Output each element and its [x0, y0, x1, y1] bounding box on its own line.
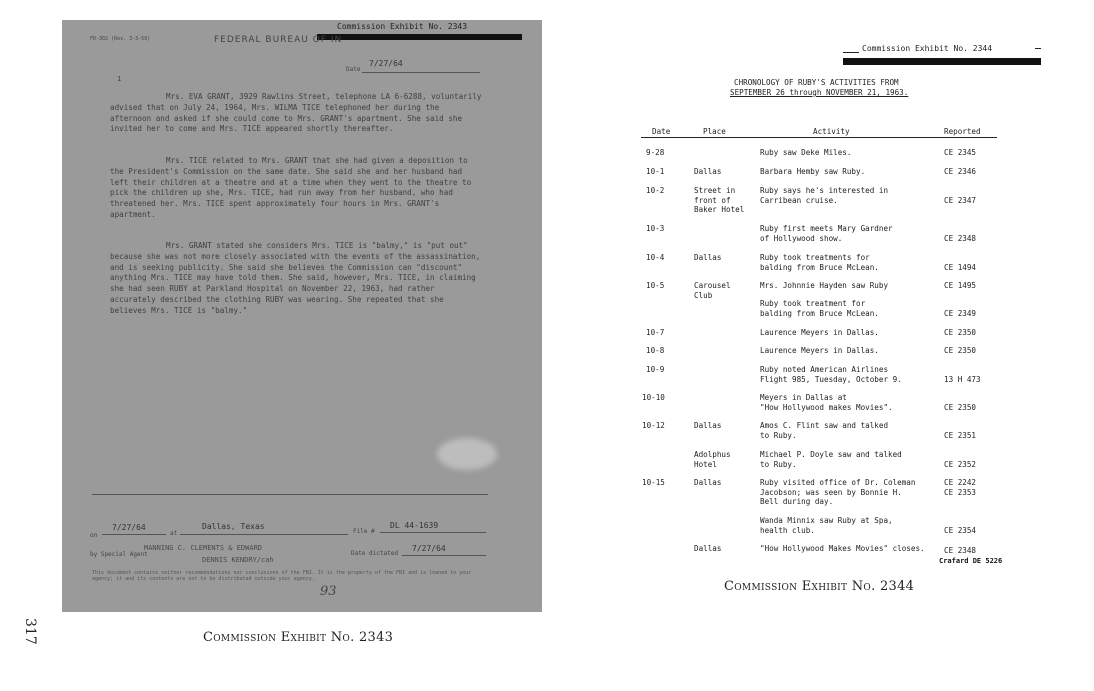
right-caption: Commission Exhibit No. 2344	[724, 579, 915, 594]
on-label: on	[90, 532, 98, 539]
on-rule	[102, 534, 166, 535]
right-exhibit-stamp: Commission Exhibit No. 2344	[862, 44, 993, 53]
row-place: Dallas	[694, 167, 722, 176]
row-date: 10-7	[646, 328, 665, 337]
left-caption: Commission Exhibit No. 2343	[203, 630, 394, 645]
item-number: 1	[117, 75, 122, 83]
row-reported: CE 2350	[944, 346, 977, 355]
row-activity: Amos C. Flint saw and talked to Ruby.	[760, 421, 889, 440]
row-reported: CE 2346	[944, 167, 977, 176]
row-activity: Meyers in Dallas at "How Hollywood makes Movies".	[760, 393, 893, 412]
row-date: 10-12	[642, 421, 665, 430]
row-activity: Michael P. Doyle saw and talked to Ruby.	[760, 450, 902, 469]
fbi-notice: This document contains neither recommendations nor conclusions of the FBI. It is the property of the FBI and is loaned to your agency; it and its contents are not to be distributed outside your agency.	[92, 570, 472, 582]
row-reported: CE 2348	[944, 234, 977, 243]
row-activity: Ruby says he's interested in Carribean cruise.	[760, 186, 889, 205]
row-place: Carousel Club	[694, 281, 731, 300]
row-reported: CE 1495	[944, 281, 977, 290]
date-value: 7/27/64	[369, 59, 403, 68]
row-date: 10-8	[646, 346, 665, 355]
header-reported: Reported	[944, 127, 981, 136]
file-value: DL 44-1639	[390, 521, 439, 530]
right-exhibit-bar	[843, 58, 1041, 65]
form-number: FD-302 (Rev. 3-3-59)	[90, 36, 151, 42]
row-reported: CE 2352	[944, 460, 977, 469]
row-place: Adolphus Hotel	[694, 450, 731, 469]
handwritten-page-mark: 93	[320, 584, 337, 599]
row-activity: Barbara Hemby saw Ruby.	[760, 167, 866, 176]
date-label: Date	[346, 66, 361, 73]
paragraph-1: Mrs. EVA GRANT, 3929 Rawlins Street, telephone LA 6-6288, voluntarily advised that on July 24, 1964, Mrs. WILMA TICE telephoned her during the afternoon and asked if she could come to Mrs. GRANT's apartment. She said she invited her to come and Mrs. TICE appeared shortly thereafter.	[110, 92, 482, 134]
dictated-label: Date dictated	[351, 550, 398, 557]
at-label: at	[170, 530, 178, 537]
row-place: Dallas	[694, 421, 722, 430]
row-reported: CE 2349	[944, 309, 977, 318]
row-place: Street in front of Baker Hotel	[694, 186, 745, 214]
row-activity: Wanda Minnix saw Ruby at Spa, health club.	[760, 516, 893, 535]
header-rule	[641, 137, 997, 138]
row-activity: Laurence Meyers in Dallas.	[760, 346, 879, 355]
dictated-value: 7/27/64	[412, 544, 446, 553]
row-activity: "How Hollywood Makes Movies" closes.	[760, 544, 925, 553]
extra-note: Crafard DE 5226	[939, 557, 1003, 565]
row-date: 10-9	[646, 365, 665, 374]
agent-label: by Special Agent	[90, 551, 148, 558]
row-activity: Ruby noted American Airlines Flight 985, Tuesday, October 9.	[760, 365, 902, 384]
row-date: 10-2	[646, 186, 665, 195]
paragraph-3: Mrs. GRANT stated she considers Mrs. TICE is "balmy," is "put out" because she was not more closely associated with the events of the assassination, and is seeking publicity. She said she believes the Commission can "discount" anything Mrs. TICE may have told them. She said, however, Mrs. TICE, in claiming she had seen RUBY at Parkland Hospital on November 22, 1963, had rather accurately described the clothing RUBY was wearing. She repeated that she believes Mrs. TICE is "balmy."	[110, 241, 481, 315]
row-reported: 13 H 473	[944, 375, 981, 384]
chronology-title-2: SEPTEMBER 26 through NOVEMBER 21, 1963.	[730, 88, 909, 97]
row-date: 10-4	[646, 253, 665, 262]
row-reported: CE 2242 CE 2353	[944, 478, 977, 497]
exhibit-stamp: Commission Exhibit No. 2343	[337, 22, 468, 31]
row-activity: Mrs. Johnnie Hayden saw Ruby	[760, 281, 889, 290]
row-place: Dallas	[694, 544, 722, 553]
row-reported: CE 2347	[944, 196, 977, 205]
file-label: File #	[353, 528, 375, 535]
paragraph-2: Mrs. TICE related to Mrs. GRANT that she had given a deposition to the President's Commission on the same date. She said she and her husband had left their children at a theatre and at a time when they went to the theatre to pick the children up she, Mrs. TICE, had run away from her husband, who had threatened her. Mrs. TICE spent approximately four hours in Mrs. GRANT's apartment.	[110, 156, 472, 219]
row-activity: Ruby saw Deke Miles.	[760, 148, 852, 157]
row-date: 10-3	[646, 224, 665, 233]
row-activity: Ruby took treatments for balding from Bruce McLean.	[760, 253, 879, 272]
header-place: Place	[703, 127, 726, 136]
on-value: 7/27/64	[112, 523, 146, 532]
chronology-title-1: CHRONOLOGY OF RUBY'S ACTIVITIES FROM	[734, 78, 899, 87]
row-activity: Ruby took treatment for balding from Bruce McLean.	[760, 299, 879, 318]
row-date: 10-10	[642, 393, 665, 402]
exhibit-stamp-bar	[317, 34, 522, 40]
row-reported: CE 1494	[944, 263, 977, 272]
row-activity: Ruby first meets Mary Gardner of Hollywood show.	[760, 224, 893, 243]
at-value: Dallas, Texas	[202, 522, 265, 531]
row-date: 10-1	[646, 167, 665, 176]
stamp-dash-left	[843, 52, 859, 53]
file-rule	[380, 532, 486, 533]
agent-value-2: DENNIS KENDRY/cah	[202, 556, 274, 564]
agent-value: MANNING C. CLEMENTS & EDWARD	[144, 544, 263, 552]
header-date: Date	[652, 127, 671, 136]
row-date: 10-15	[642, 478, 665, 487]
row-reported: CE 2354	[944, 526, 977, 535]
stamp-dash-right	[1035, 48, 1041, 49]
footer-rule-top	[92, 494, 488, 495]
row-reported: CE 2351	[944, 431, 977, 440]
at-rule	[180, 534, 348, 535]
dictated-rule	[402, 555, 486, 556]
row-activity: Ruby visited office of Dr. Coleman Jacobson; was seen by Bonnie H. Bell during day.	[760, 478, 916, 506]
date-rule	[362, 72, 480, 73]
row-date: 10-5	[646, 281, 665, 290]
row-date: 9-28	[646, 148, 665, 157]
row-reported: CE 2350	[944, 328, 977, 337]
row-place: Dallas	[694, 253, 722, 262]
row-place: Dallas	[694, 478, 722, 487]
page-number: 317	[22, 618, 38, 645]
row-activity: Laurence Meyers in Dallas.	[760, 328, 879, 337]
header-activity: Activity	[813, 127, 850, 136]
paper-smudge	[437, 438, 497, 470]
agency-header: FEDERAL BUREAU OF IN	[214, 35, 343, 45]
row-reported: CE 2350	[944, 403, 977, 412]
row-reported: CE 2345	[944, 148, 977, 157]
row-reported: CE 2348	[944, 546, 977, 555]
fbi-document	[62, 20, 542, 612]
